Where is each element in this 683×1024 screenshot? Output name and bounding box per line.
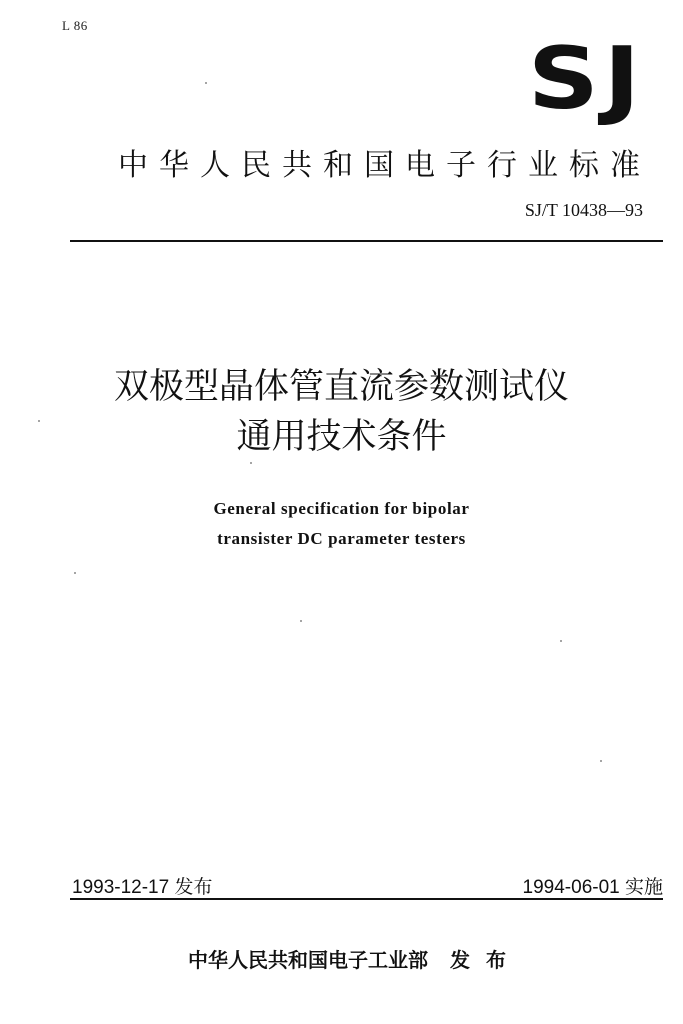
document-title-chinese xyxy=(0,362,683,462)
document-title-english xyxy=(0,494,683,554)
scan-speck xyxy=(74,572,76,574)
scan-speck xyxy=(250,462,252,464)
sj-logo: SJ xyxy=(527,29,645,129)
scan-speck xyxy=(38,420,40,422)
issue-word: 发布 xyxy=(450,948,522,972)
title-cn-line-2: 通用技术条件 xyxy=(236,417,447,457)
title-cn-line-1: 双极型晶体管直流参数测试仪 xyxy=(113,367,569,407)
standard-number: SJ/T 10438—93 xyxy=(524,200,643,220)
scan-speck xyxy=(205,82,207,84)
scan-speck xyxy=(300,620,302,622)
title-en-line-2: transister DC parameter testers xyxy=(217,529,466,548)
scan-speck xyxy=(560,640,562,642)
bottom-divider xyxy=(70,898,663,900)
classification-code: L 86 xyxy=(62,18,88,33)
issue-date: 1993-12-17 发布 xyxy=(72,877,213,898)
top-divider xyxy=(70,240,663,242)
title-en-line-1: General specification for bipolar xyxy=(213,499,470,518)
issuer-name: 中华人民共和国电子工业部 xyxy=(188,948,428,972)
standard-type-heading: 中华人民共和国电子行业标准 xyxy=(118,148,651,183)
effective-date: 1994-06-01 实施 xyxy=(522,877,663,898)
scan-speck xyxy=(600,760,602,762)
issuing-authority xyxy=(188,944,522,973)
